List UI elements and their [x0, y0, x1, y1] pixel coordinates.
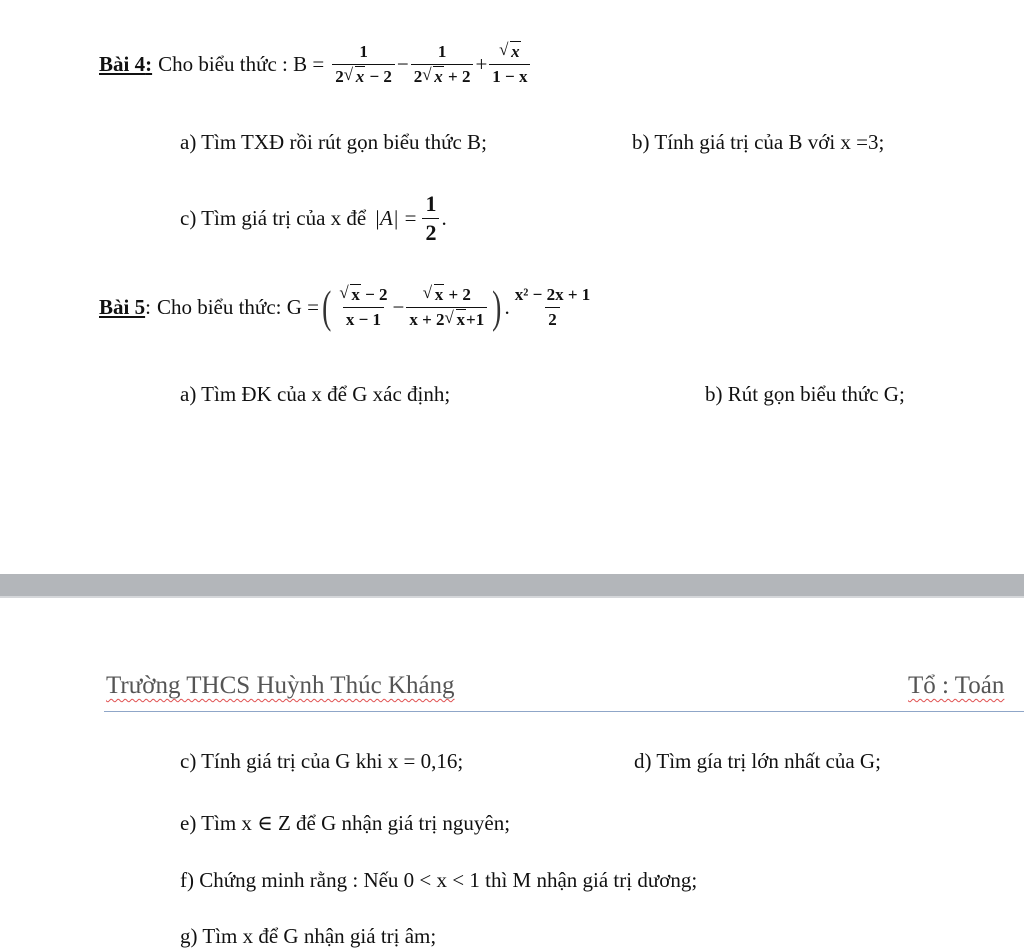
bai4-intro: Cho biểu thức : B = [158, 52, 325, 76]
header-school-name: Trường THCS Huỳnh Thúc Kháng [106, 672, 455, 699]
bai4-c-eq: = [404, 206, 417, 230]
header-group-name: Tổ : Toán [908, 672, 1005, 699]
sqrt-icon: √ x [423, 285, 445, 305]
bai4-fraction-2 [411, 42, 474, 87]
bai5-fraction-1 [336, 285, 390, 330]
page-separator [0, 574, 1024, 596]
bai4-plus: + [475, 52, 488, 76]
bai4-colon: : [145, 52, 153, 76]
bai4-f3-den: 1 − x [489, 64, 530, 87]
bai5-part-c: c) Tính giá trị của G khi x = 0,16; [180, 749, 464, 773]
bai5-minus: − [392, 294, 405, 319]
left-paren-icon: ( [322, 281, 332, 332]
bai4-part-b: b) Tính giá trị của B với x =3; [632, 130, 885, 154]
bai5-part-a: a) Tìm ĐK của x để G xác định; [180, 382, 451, 406]
bai4-f2-num: 1 [437, 42, 447, 61]
bai4-c-text: c) Tìm giá trị của x để [180, 206, 367, 230]
bai4-c-num: 1 [425, 191, 437, 216]
bai5-f1-den: x − 1 [343, 307, 384, 330]
bai5-part-b: b) Rút gọn biểu thức G; [705, 382, 905, 406]
bai4-f1-den: 2√ x − 2 [332, 64, 395, 87]
bai5-dot: . [504, 294, 510, 319]
bai5-part-d: d) Tìm gía trị lớn nhất của G; [634, 749, 881, 773]
bai5-colon: : [145, 294, 151, 319]
bai4-c-fraction [422, 192, 439, 245]
bai5-f2-den: x + 2√ x+1 [406, 307, 487, 330]
bai4-c-den: 2 [422, 218, 439, 245]
bai4-fraction-3 [489, 42, 530, 87]
bai5-part-g-cropped: g) Tìm x để G nhận giá trị âm; [180, 924, 437, 948]
sqrt-icon: √ x [344, 67, 366, 87]
bai5-part-e: e) Tìm x ∈ Z để G nhận giá trị nguyên; [180, 811, 511, 835]
bai4-part-a: a) Tìm TXĐ rồi rút gọn biểu thức B; [180, 130, 487, 154]
bai4-f2-den: 2√ x + 2 [411, 64, 474, 87]
bai4-c-abs: |A| [374, 206, 399, 230]
bai5-fraction-3 [512, 285, 593, 330]
bai4-part-c [180, 192, 447, 245]
bai5-label: Bài 5 [99, 294, 146, 319]
bai4-f1-num: 1 [359, 42, 368, 61]
bai4-fraction-1 [332, 42, 395, 87]
bai4-expression-line [99, 42, 532, 87]
bai5-f1-num: √ x − 2 [336, 285, 390, 307]
bai5-fraction-2 [406, 285, 487, 330]
bai5-f2-num: √ x + 2 [420, 285, 474, 307]
bai5-expression-line [99, 281, 595, 332]
bai5-intro: Cho biểu thức: G = [156, 294, 319, 319]
bai5-f3-den: 2 [545, 307, 560, 330]
right-paren-icon: ) [492, 281, 502, 332]
bai4-label: Bài 4 [99, 52, 146, 76]
bai4-c-end: . [441, 206, 447, 230]
bai5-part-f: f) Chứng minh rằng : Nếu 0 < x < 1 thì M nhận giá trị dương; [180, 868, 698, 892]
bai4-minus: − [396, 52, 409, 76]
sqrt-icon: √ x [339, 285, 361, 305]
sqrt-icon: √ x [499, 42, 521, 62]
bai5-f3-num: x² − 2x + 1 [514, 284, 591, 304]
sqrt-icon: √ x [445, 310, 467, 330]
bai4-f3-num [496, 42, 524, 64]
sqrt-icon: √ x [422, 67, 444, 87]
header-rule [104, 711, 1024, 712]
